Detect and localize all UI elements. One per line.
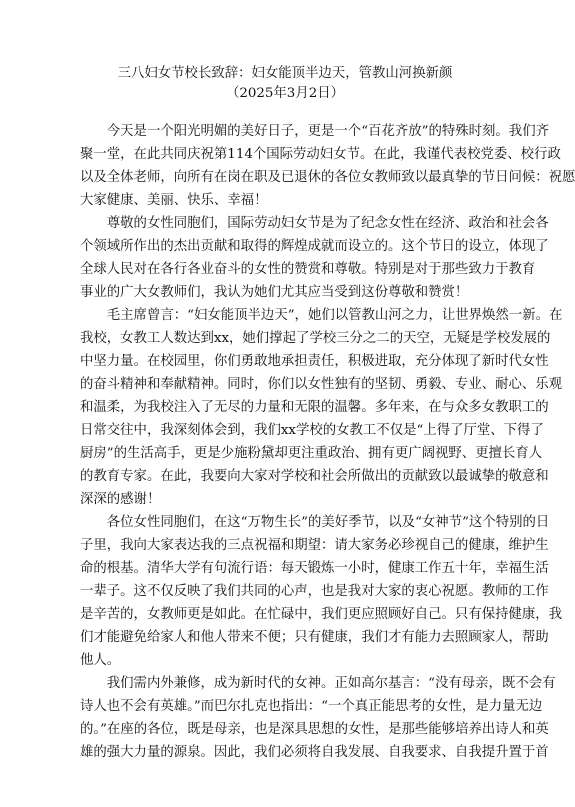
document-date: （2025年3月2日） [225,86,345,101]
body-line: 的教育专家。在此，我要向大家对学校和社会所做出的贡献致以最诚挚的敬意和 [80,469,549,484]
body-line: 我校，女教工人数达到xx，她们撑起了学校三分之二的天空，无疑是学校发展的 [80,331,551,346]
body-line: 以及全体老师，向所有在岗在职及已退休的各位女教师致以最真挚的节日问候：祝愿 [80,170,575,185]
body-line: 的。”在座的各位，既是母亲，也是深具思想的女性，是那些能够培养出诗人和英 [80,722,549,737]
document-body [80,120,575,764]
body-line: 大家健康、美丽、快乐、幸福！ [80,193,268,208]
document-title: 三八妇女节校长致辞：妇女能顶半边天，管教山河换新颜 [117,66,453,81]
body-line: 聚一堂，在此共同庆祝第114个国际劳动妇女节。在此，我谨代表校党委、校行政 [80,147,561,162]
body-line: 的奋斗精神和奉献精神。同时，你们以女性独有的坚韧、勇毅、专业、耐心、乐观 [80,377,563,392]
body-line: 诗人也不会有英雄。”而巴尔扎克也指出：“一个真正能思考的女性，是力量无边 [80,699,543,714]
body-line: 毛主席曾言：“妇女能顶半边天”，她们以管教山河之力，让世界焕然一新。在 [80,308,563,323]
body-line: 日常交往中，我深刻体会到，我们xx学校的女教工不仅是“上得了厅堂、下得了 [80,423,544,438]
body-line: 命的根基。清华大学有句流行语：每天锻炼一小时，健康工作五十年，幸福生活 [80,561,549,576]
body-line: 和温柔，为我校注入了无尽的力量和无限的温馨。多年来，在与众多女教职工的 [80,400,549,415]
body-line: 个领域所作出的杰出贡献和取得的辉煌成就而设立的。这个节日的设立，体现了 [80,239,549,254]
body-line: 们才能避免给家人和他人带来不便；只有健康，我们才有能力去照顾家人，帮助 [80,630,549,645]
body-line: 各位女性同胞们，在这“万物生长”的美好季节，以及“女神节”这个特别的日 [80,515,550,530]
body-line: 厨房”的生活高手，更是少施粉黛却更注重政治、拥有更广阔视野、更擅长育人 [80,446,543,461]
body-line: 一辈子。这不仅反映了我们共同的心声，也是我对大家的衷心祝愿。教师的工作 [80,584,549,599]
body-line: 尊敬的女性同胞们，国际劳动妇女节是为了纪念女性在经济、政治和社会各 [80,216,549,231]
body-line: 深深的感谢！ [80,492,161,507]
body-line: 事业的广大女教师们，我认为她们尤其应当受到这份尊敬和赞赏！ [80,285,469,300]
body-line: 是辛苦的，女教师更是如此。在忙碌中，我们更应照顾好自己。只有保持健康，我 [80,607,563,622]
body-line: 雄的强大力量的源泉。因此，我们必须将自我发展、自我要求、自我提升置于首 [80,745,549,760]
body-line: 今天是一个阳光明媚的美好日子，更是一个“百花齐放”的特殊时刻。我们齐 [80,124,549,139]
body-line: 全球人民对在各行各业奋斗的女性的赞赏和尊敬。特别是对于那些致力于教育 [80,262,536,277]
body-line: 我们需内外兼修，成为新时代的女神。正如高尔基言：“没有母亲，既不会有 [80,676,556,691]
body-line: 子里，我向大家表达我的三点祝福和期望：请大家务必珍视自己的健康，维护生 [80,538,549,553]
body-line: 中坚力量。在校园里，你们勇敢地承担责任，积极进取，充分体现了新时代女性 [80,354,549,369]
body-line: 他人。 [80,653,121,668]
